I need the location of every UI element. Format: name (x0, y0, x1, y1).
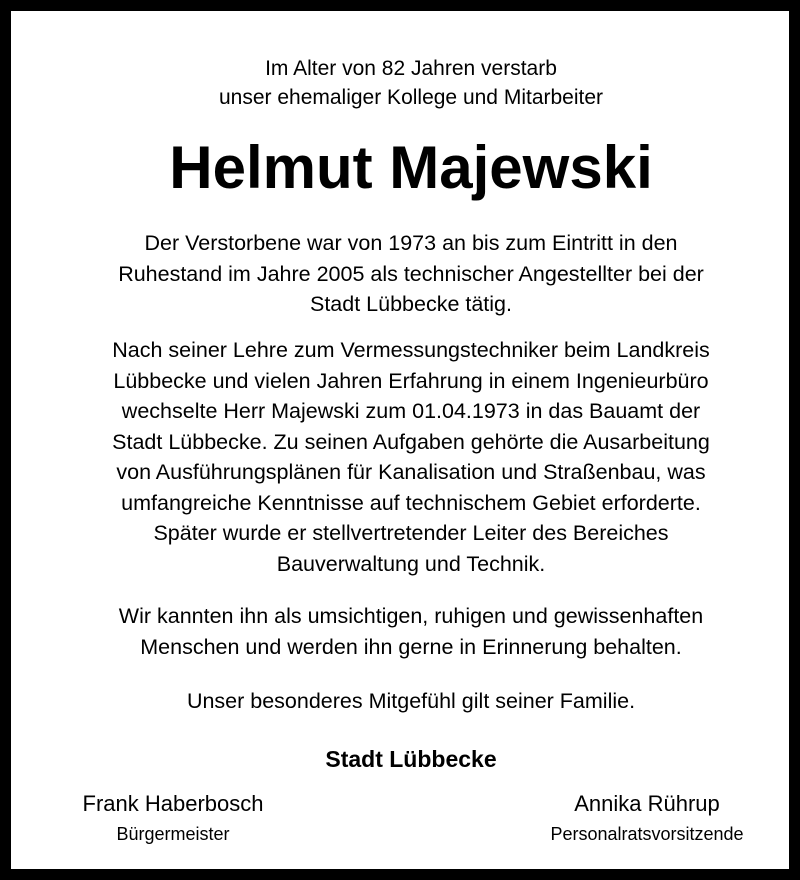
details-paragraph (22, 335, 800, 579)
text-line: Ruhestand im Jahre 2005 als technischer Angestellter bei der (118, 261, 704, 286)
text-line: umfangreiche Kenntnisse auf technischem Gebiet erforderte. (121, 490, 701, 515)
career-paragraph (22, 228, 800, 320)
text-line: wechselte Herr Majewski zum 01.04.1973 in das Bauamt der (121, 399, 701, 423)
organization-name: Stadt Lübbecke (325, 746, 497, 772)
text-line: Später wurde er stellvertretender Leiter des Bereiches (153, 521, 669, 545)
text-line: Stadt Lübbecke. Zu seinen Aufgaben gehörte die Ausarbeitung (112, 429, 710, 454)
text-line: Der Verstorbene war von 1973 an bis zum Eintritt in den (144, 231, 678, 255)
text-line: von Ausführungsplänen für Kanalisation und Straßenbau, was (116, 460, 706, 484)
intro-line: unser ehemaliger Kollege und Mitarbeiter (218, 85, 604, 109)
signatory-title: Personalratsvorsitzende (550, 824, 744, 844)
text-line: Menschen und werden ihn gerne in Erinnerung behalten. (140, 634, 682, 659)
signatory-staff-council (509, 787, 785, 847)
condolence-paragraph (22, 686, 800, 717)
text-line: Stadt Lübbecke tätig. (309, 292, 512, 316)
text-line: Bauverwaltung und Technik. (276, 551, 546, 576)
remembrance-paragraph (22, 601, 800, 662)
text-line: Nach seiner Lehre zum Vermessungstechniker beim Landkreis (112, 338, 710, 362)
signatory-title: Bürgermeister (116, 824, 230, 844)
signatory-mayor (53, 787, 293, 847)
text-line: Lübbecke und vielen Jahren Erfahrung in einem Ingenieurbüro (113, 368, 709, 393)
deceased-name: Helmut Majewski (169, 134, 653, 201)
signatory-name: Frank Haberbosch (82, 791, 264, 816)
intro-line: Im Alter von 82 Jahren verstarb (265, 57, 557, 80)
intro-text (22, 55, 800, 112)
text-line: Wir kannten ihn als umsichtigen, ruhigen und gewissenhaften (118, 604, 704, 628)
text-line: Unser besonderes Mitgefühl gilt seiner Familie. (186, 689, 636, 713)
signatory-name: Annika Rührup (574, 791, 720, 816)
